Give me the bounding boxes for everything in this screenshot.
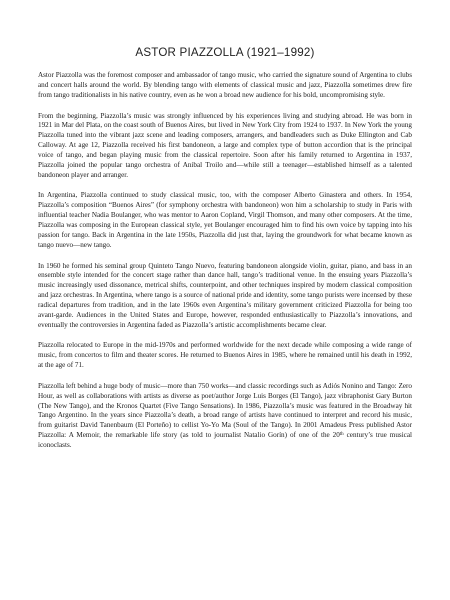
document-title: ASTOR PIAZZOLLA (1921–1992) [135, 46, 315, 59]
ordinal-superscript: th [339, 432, 344, 438]
final-paragraph [38, 382, 412, 451]
paragraph: Piazzolla relocated to Europe in the mid-1970s and performed worldwide for the next decade while composing a wide range of music, from concertos to film and theater scores. He returned to Buenos Aires in 1985, where he remained until his death in 1992, at the age of 71. [38, 341, 412, 370]
paragraph: Astor Piazzolla was the foremost composer and ambassador of tango music, who carried the signature sound of Argentina to clubs and concert halls around the world. By blending tango with elements of classical music and jazz, Piazzolla sometimes drew fire from tango traditionalists in his native country, even as he won a broad new audience for his bold, uncompromising style. [38, 71, 412, 99]
paragraph: In Argentina, Piazzolla continued to study classical music, too, with the composer Alberto Ginastera and others. In 1954, Piazzolla’s composition “Buenos Aires” (for symphony orchestra with bandoneon) won him a scholarship to study in Paris with influential teacher Nadia Boulanger, who was mentor to Aaron Copland, Virgil Thomson, and many other composers. At the time, Piazzolla was composing in the European classical style, yet Boulanger encouraged him to find his own voice by tapping into his passion for tango. Back in Argentina in the late 1950s, Piazzolla did just that, laying the groundwork for what became known as tango nuevo—new tango. [38, 191, 412, 249]
paragraph: In 1960 he formed his seminal group Quinteto Tango Nuevo, featuring bandoneon alongside violin, guitar, piano, and bass in an ensemble style intended for the concert stage rather than dance hall, tango’s traditional venue. In the ensuing years Piazzolla’s music increasingly used dissonance, metrical shifts, counterpoint, and other techniques inspired by modern classical composition and jazz orchestras. In Argentina, where tango is a source of national pride and identity, some tango purists were incensed by these radical departures from tradition, and in the late 1960s even Argentina’s military government criticized Piazzolla for being too avant-garde. Audiences in the United States and Europe, however, responded enthusiastically to Piazzolla’s innovations, and eventually the controversies in Argentina faded as Piazzolla’s artistic accomplishments became clear. [38, 261, 412, 329]
final-paragraph-tail: century’s true musical iconoclasts. [38, 431, 413, 449]
final-paragraph-text: Piazzolla left behind a huge body of music—more than 750 works—and classic recordings such as Adiós Nonino and Tango: Zero Hour, as well as collaborations with artists as diverse as poet/author Jorge Luis Borges (El Tango), jazz vibraphonist Gary Burton (The New Tango), and the Kronos Quartet (Five Tango Sensations). In 1986, Piazzolla’s music was featured in the Broadway hit Tango Argentino. In the years since Piazzolla’s death, a broad range of artists have continued to interpret and record his music, from guitarist David Tanenbaum (El Porteño) to cellist Yo-Yo Ma (Soul of the Tango). In 2001 Amadeus Press published Astor Piazzolla: A Memoir, the remarkable life story (as told to journalist Natalio Gorín) of one of the 20 [38, 381, 412, 440]
paragraph: From the beginning, Piazzolla’s music was strongly influenced by his experiences living and studying abroad. He was born in 1921 in Mar del Plata, on the coast south of Buenos Aires, but lived in New York City from 1924 to 1937. In New York the young Piazzolla tuned into the vibrant jazz scene and leading composers, arrangers, and bandleaders such as Duke Ellington and Cab Calloway. At age 12, Piazzolla received his first bandoneon, a large and complex type of button accordion that is the principal voice of tango, and began playing music from the classical repertoire. Soon after his family returned to Argentina in 1937, Piazzolla joined the popular tango orchestra of Anibal Troilo and—while still a teenager—established himself as a talented bandoneon player and arranger. [38, 111, 412, 179]
